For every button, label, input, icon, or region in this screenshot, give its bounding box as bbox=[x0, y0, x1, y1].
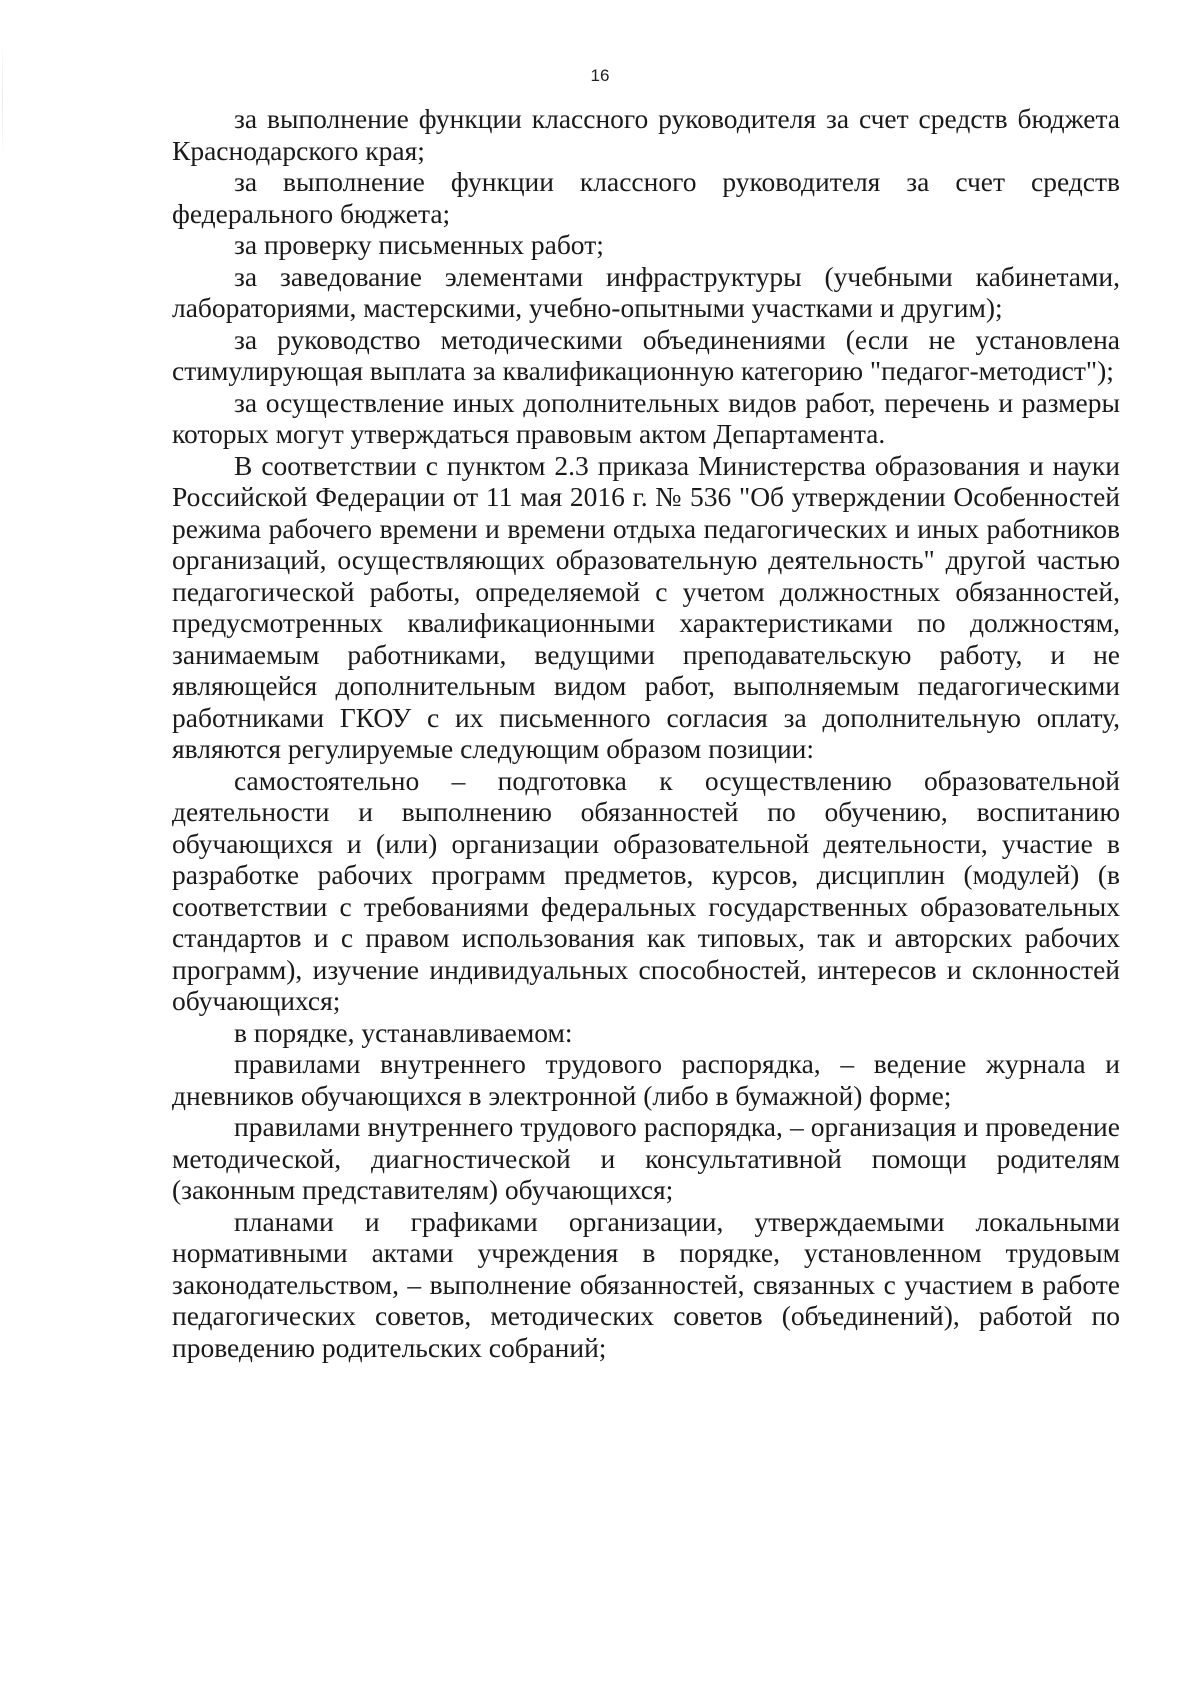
page-number: 16 bbox=[590, 66, 610, 85]
paragraph-infrastructure-management: за заведование элементами инфраструктуры (учебными кабинетами, лабораториями, мастерскими, учебно-опытными участками и другим); bbox=[172, 260, 1120, 323]
paragraph-journal-keeping: правилами внутреннего трудового распорядка, – ведение журнала и дневников обучающихся в электронной (либо в бумажной) форме; bbox=[172, 1048, 1120, 1111]
paragraph-class-teacher-federal: за выполнение функции классного руководителя за счет средств федерального бюджета; bbox=[172, 166, 1120, 229]
paragraph-parent-assistance: правилами внутреннего трудового распорядка, – организация и проведение методической, диагностической и консультативной помощи родителям (законным представителям) обучающихся; bbox=[172, 1111, 1120, 1205]
paragraph-independent-preparation: самостоятельно – подготовка к осуществлению образовательной деятельности и выполнению обязанностей по обучению, воспитанию обучающихся и (или) организации образовательной деятельности, участие в разработке рабочих программ предметов, курсов, дисциплин (модулей) (в соответствии с требованиями федеральных государственных образовательных стандартов и с правом использования как типовых, так и авторских рабочих программ), изучение индивидуальных способностей, интересов и склонностей обучающихся; bbox=[172, 764, 1120, 1016]
document-body bbox=[172, 103, 1120, 1363]
paragraph-plans-and-schedules: планами и графиками организации, утверждаемыми локальными нормативными актами учреждения в порядке, установленном трудовым законодательством, – выполнение обязанностей, связанных с участием в работе педагогических советов, методических советов (объединений), работой по проведению родительских собраний; bbox=[172, 1205, 1120, 1363]
paragraph-methodical-associations: за руководство методическими объединениями (если не установлена стимулирующая выплата за квалификационную категорию "педагог-методист"); bbox=[172, 323, 1120, 386]
paragraph-class-teacher-regional: за выполнение функции классного руководителя за счет средств бюджета Краснодарского края; bbox=[172, 103, 1120, 166]
paragraph-ministry-order: В соответствии с пунктом 2.3 приказа Министерства образования и науки Российской Федерации от 11 мая 2016 г. № 536 "Об утверждении Особенностей режима рабочего времени и времени отдыха педагогических и иных работников организаций, осуществляющих образовательную деятельность" другой частью педагогической работы, определяемой с учетом должностных обязанностей, предусмотренных квалификационными характеристиками по должностям, занимаемым работниками, ведущими преподавательскую работу, и не являющейся дополнительным видом работ, выполняемым педагогическими работниками ГКОУ с их письменного согласия за дополнительную оплату, являются регулируемые следующим образом позиции: bbox=[172, 449, 1120, 764]
paragraph-established-order: в порядке, устанавливаемом: bbox=[234, 1016, 573, 1048]
paragraph-other-additional-work: за осуществление иных дополнительных видов работ, перечень и размеры которых могут утверждаться правовым актом Департамента. bbox=[172, 386, 1120, 449]
paragraph-written-work-check: за проверку письменных работ; bbox=[234, 229, 604, 260]
scan-edge-mark bbox=[2, 40, 3, 160]
